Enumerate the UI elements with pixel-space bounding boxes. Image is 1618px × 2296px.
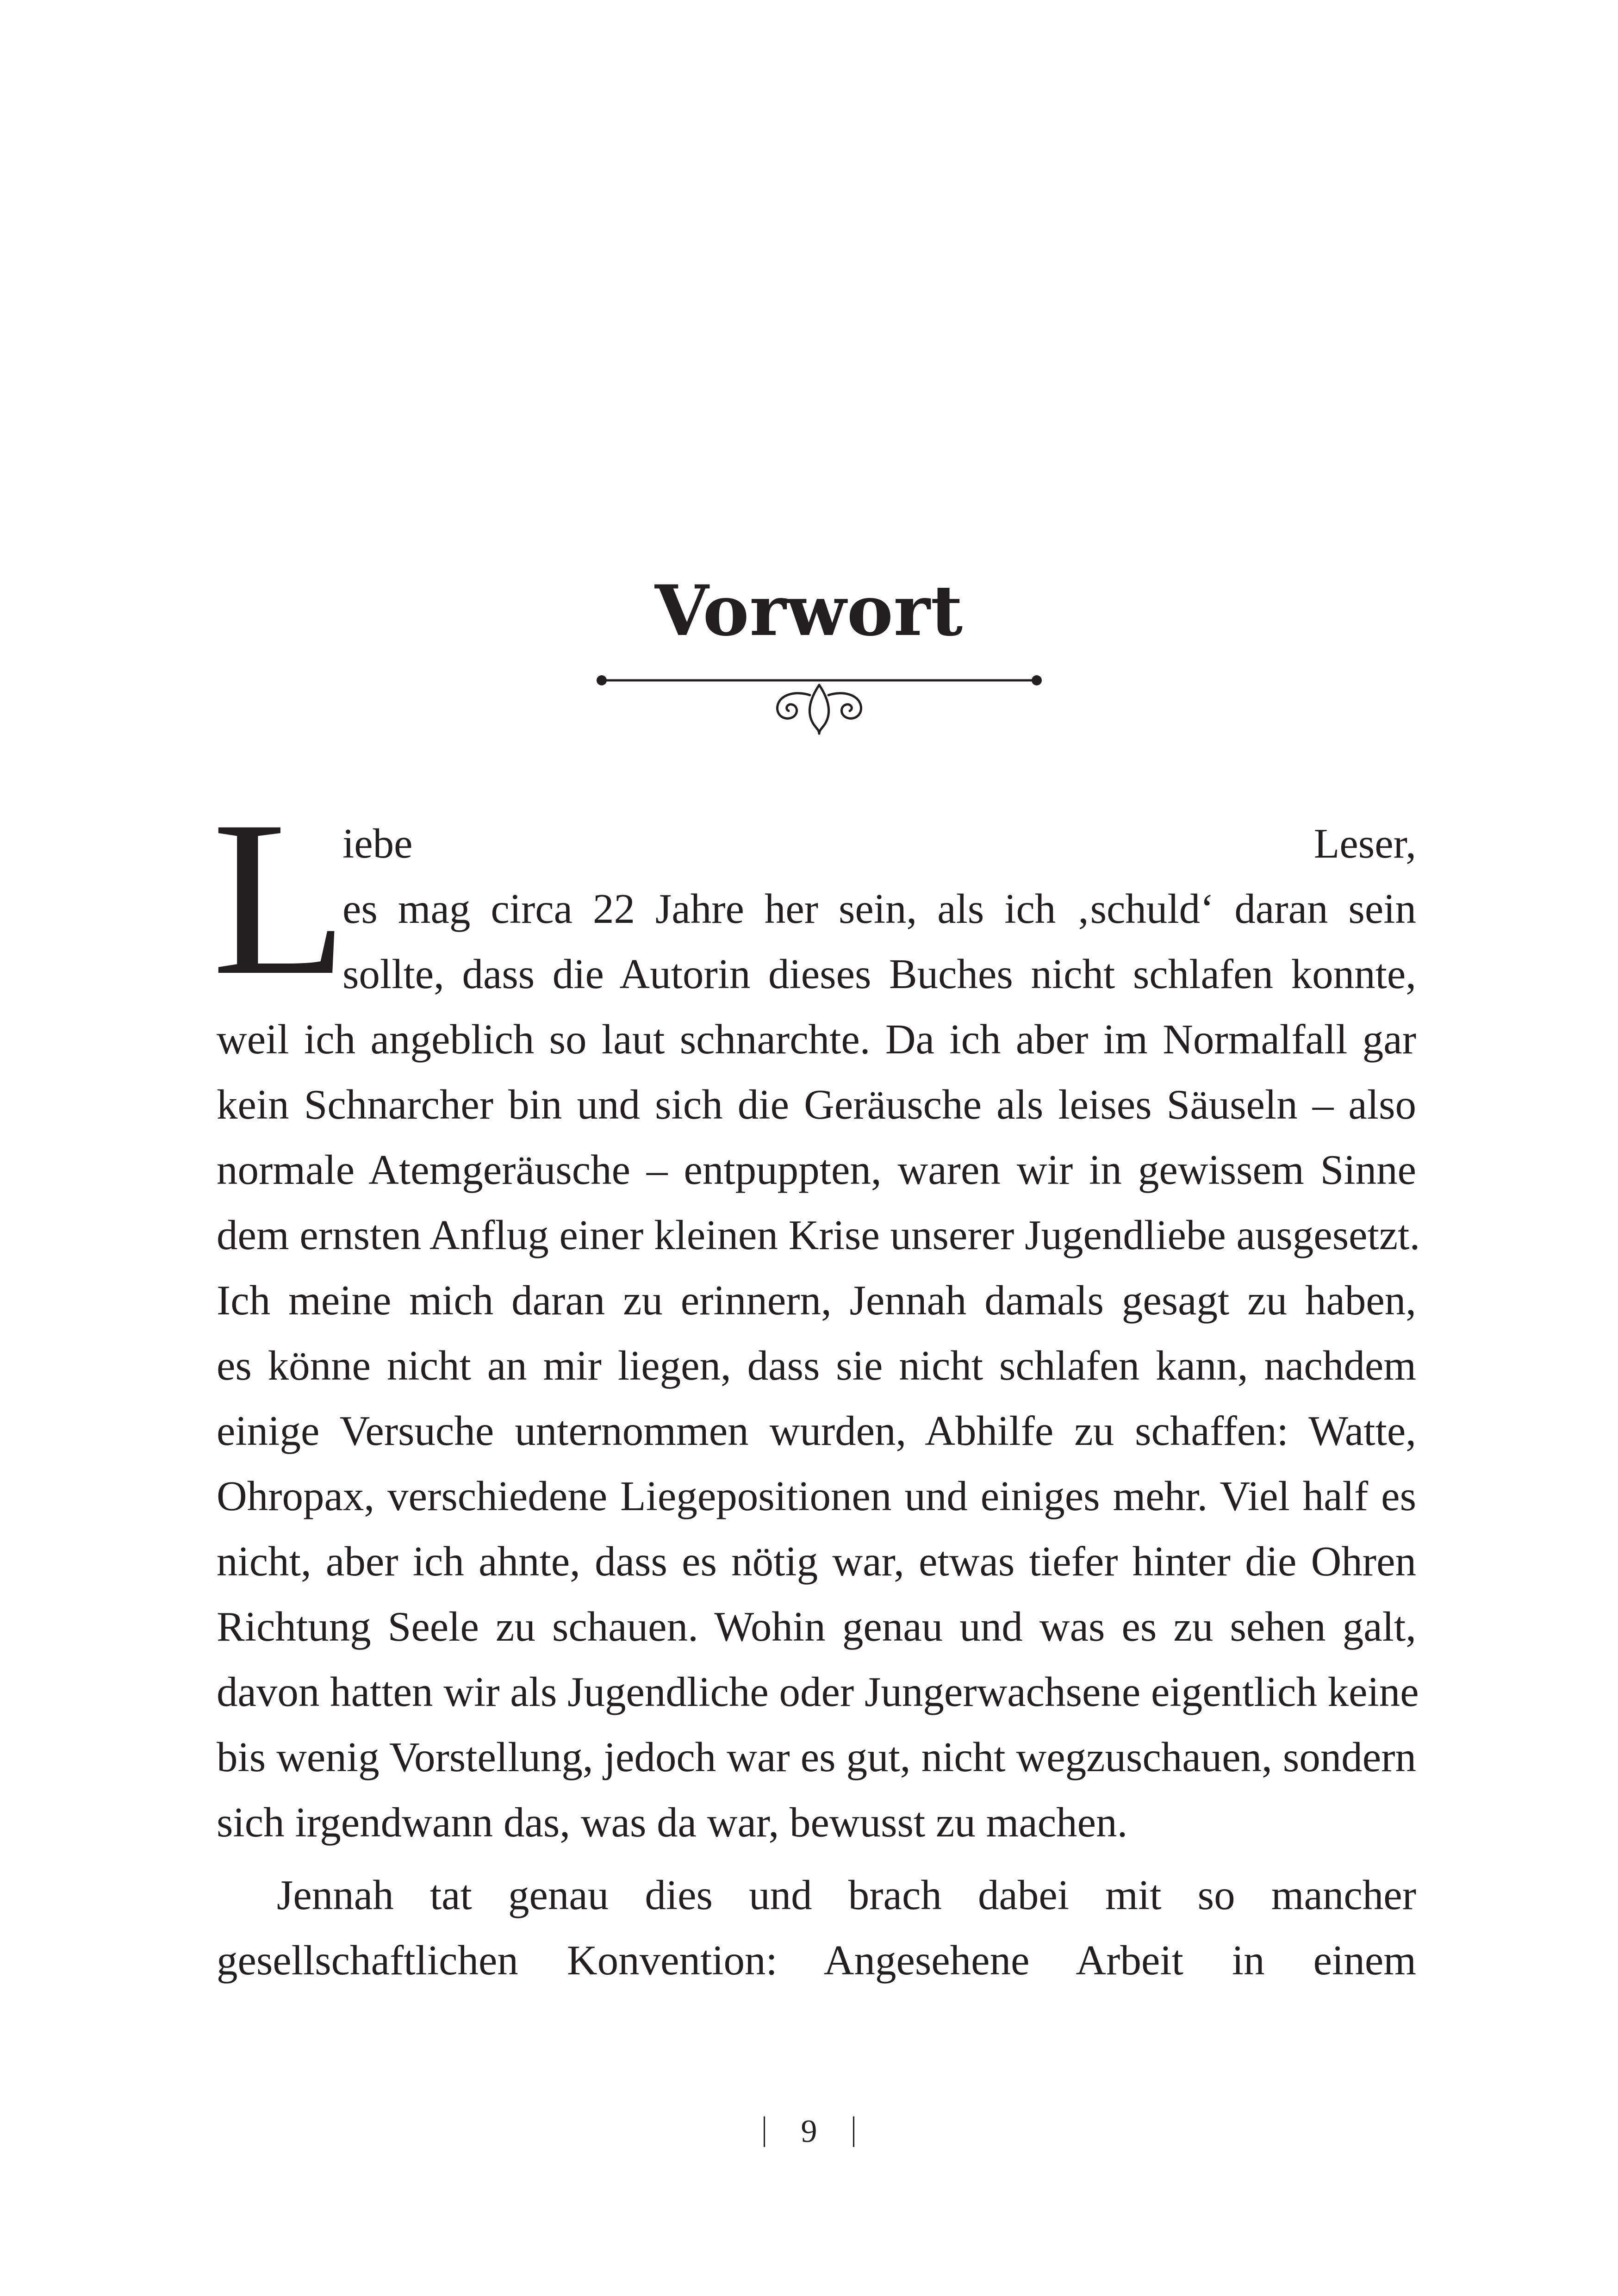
text-line: iebe Leser,	[342, 820, 1416, 867]
text-line: weil ich angeblich so laut schnarchte. Da ich aber im Normalfall gar	[217, 1016, 1416, 1063]
text-line: Ich meine mich daran zu erinnern, Jennah damals gesagt zu haben,	[217, 1277, 1416, 1324]
text-line: gesellschaftlichen Konvention: Angesehene Arbeit in einem	[217, 1937, 1416, 1984]
body-text	[212, 775, 1420, 1993]
text-line: einige Versuche unternommen wurden, Abhilfe zu schaffen: Watte,	[217, 1407, 1416, 1454]
folio-divider	[853, 2116, 854, 2147]
paragraph	[217, 1862, 1416, 1993]
text-line: dem ernsten Anflug einer kleinen Krise unserer Jugendliebe ausgesetzt.	[217, 1212, 1420, 1258]
text-line: nicht, aber ich ahnte, dass es nötig war, etwas tiefer hinter die Ohren	[217, 1538, 1416, 1585]
text-line: sollte, dass die Autorin dieses Buches nicht schlafen konnte,	[342, 951, 1416, 997]
scroll-divider-icon	[592, 666, 1046, 736]
text-line: Richtung Seele zu schauen. Wohin genau und was es zu sehen galt,	[217, 1603, 1416, 1650]
text-line: bis wenig Vorstellung, jedoch war es gut, nicht wegzuschauen, sondern	[217, 1734, 1416, 1780]
text-line: Ohropax, verschiedene Liegepositionen und einiges mehr. Viel half es	[217, 1473, 1416, 1519]
paragraph	[212, 775, 1420, 1855]
page-footer	[0, 2108, 1618, 2153]
folio-divider	[764, 2116, 765, 2147]
drop-cap: L	[212, 775, 348, 1021]
text-line: davon hatten wir als Jugendliche oder Jungerwachsene eigentlich keine	[217, 1668, 1419, 1715]
text-line: normale Atemgeräusche – entpuppten, waren wir in gewissem Sinne	[217, 1146, 1416, 1193]
text-line: Jennah tat genau dies und brach dabei mit so mancher	[277, 1872, 1416, 1918]
drop-cap-container	[212, 775, 348, 1021]
text-line: sich irgendwann das, was da war, bewusst zu machen.	[217, 1799, 1128, 1846]
text-line: kein Schnarcher bin und sich die Geräusche als leises Säuseln – also	[217, 1081, 1416, 1128]
page-number: 9	[801, 2113, 817, 2149]
chapter-title: Vorwort	[654, 570, 964, 652]
text-line: es könne nicht an mir liegen, dass sie nicht schlafen kann, nachdem	[217, 1342, 1416, 1389]
text-line: es mag circa 22 Jahre her sein, als ich ‚schuld‘ daran sein	[342, 885, 1416, 932]
